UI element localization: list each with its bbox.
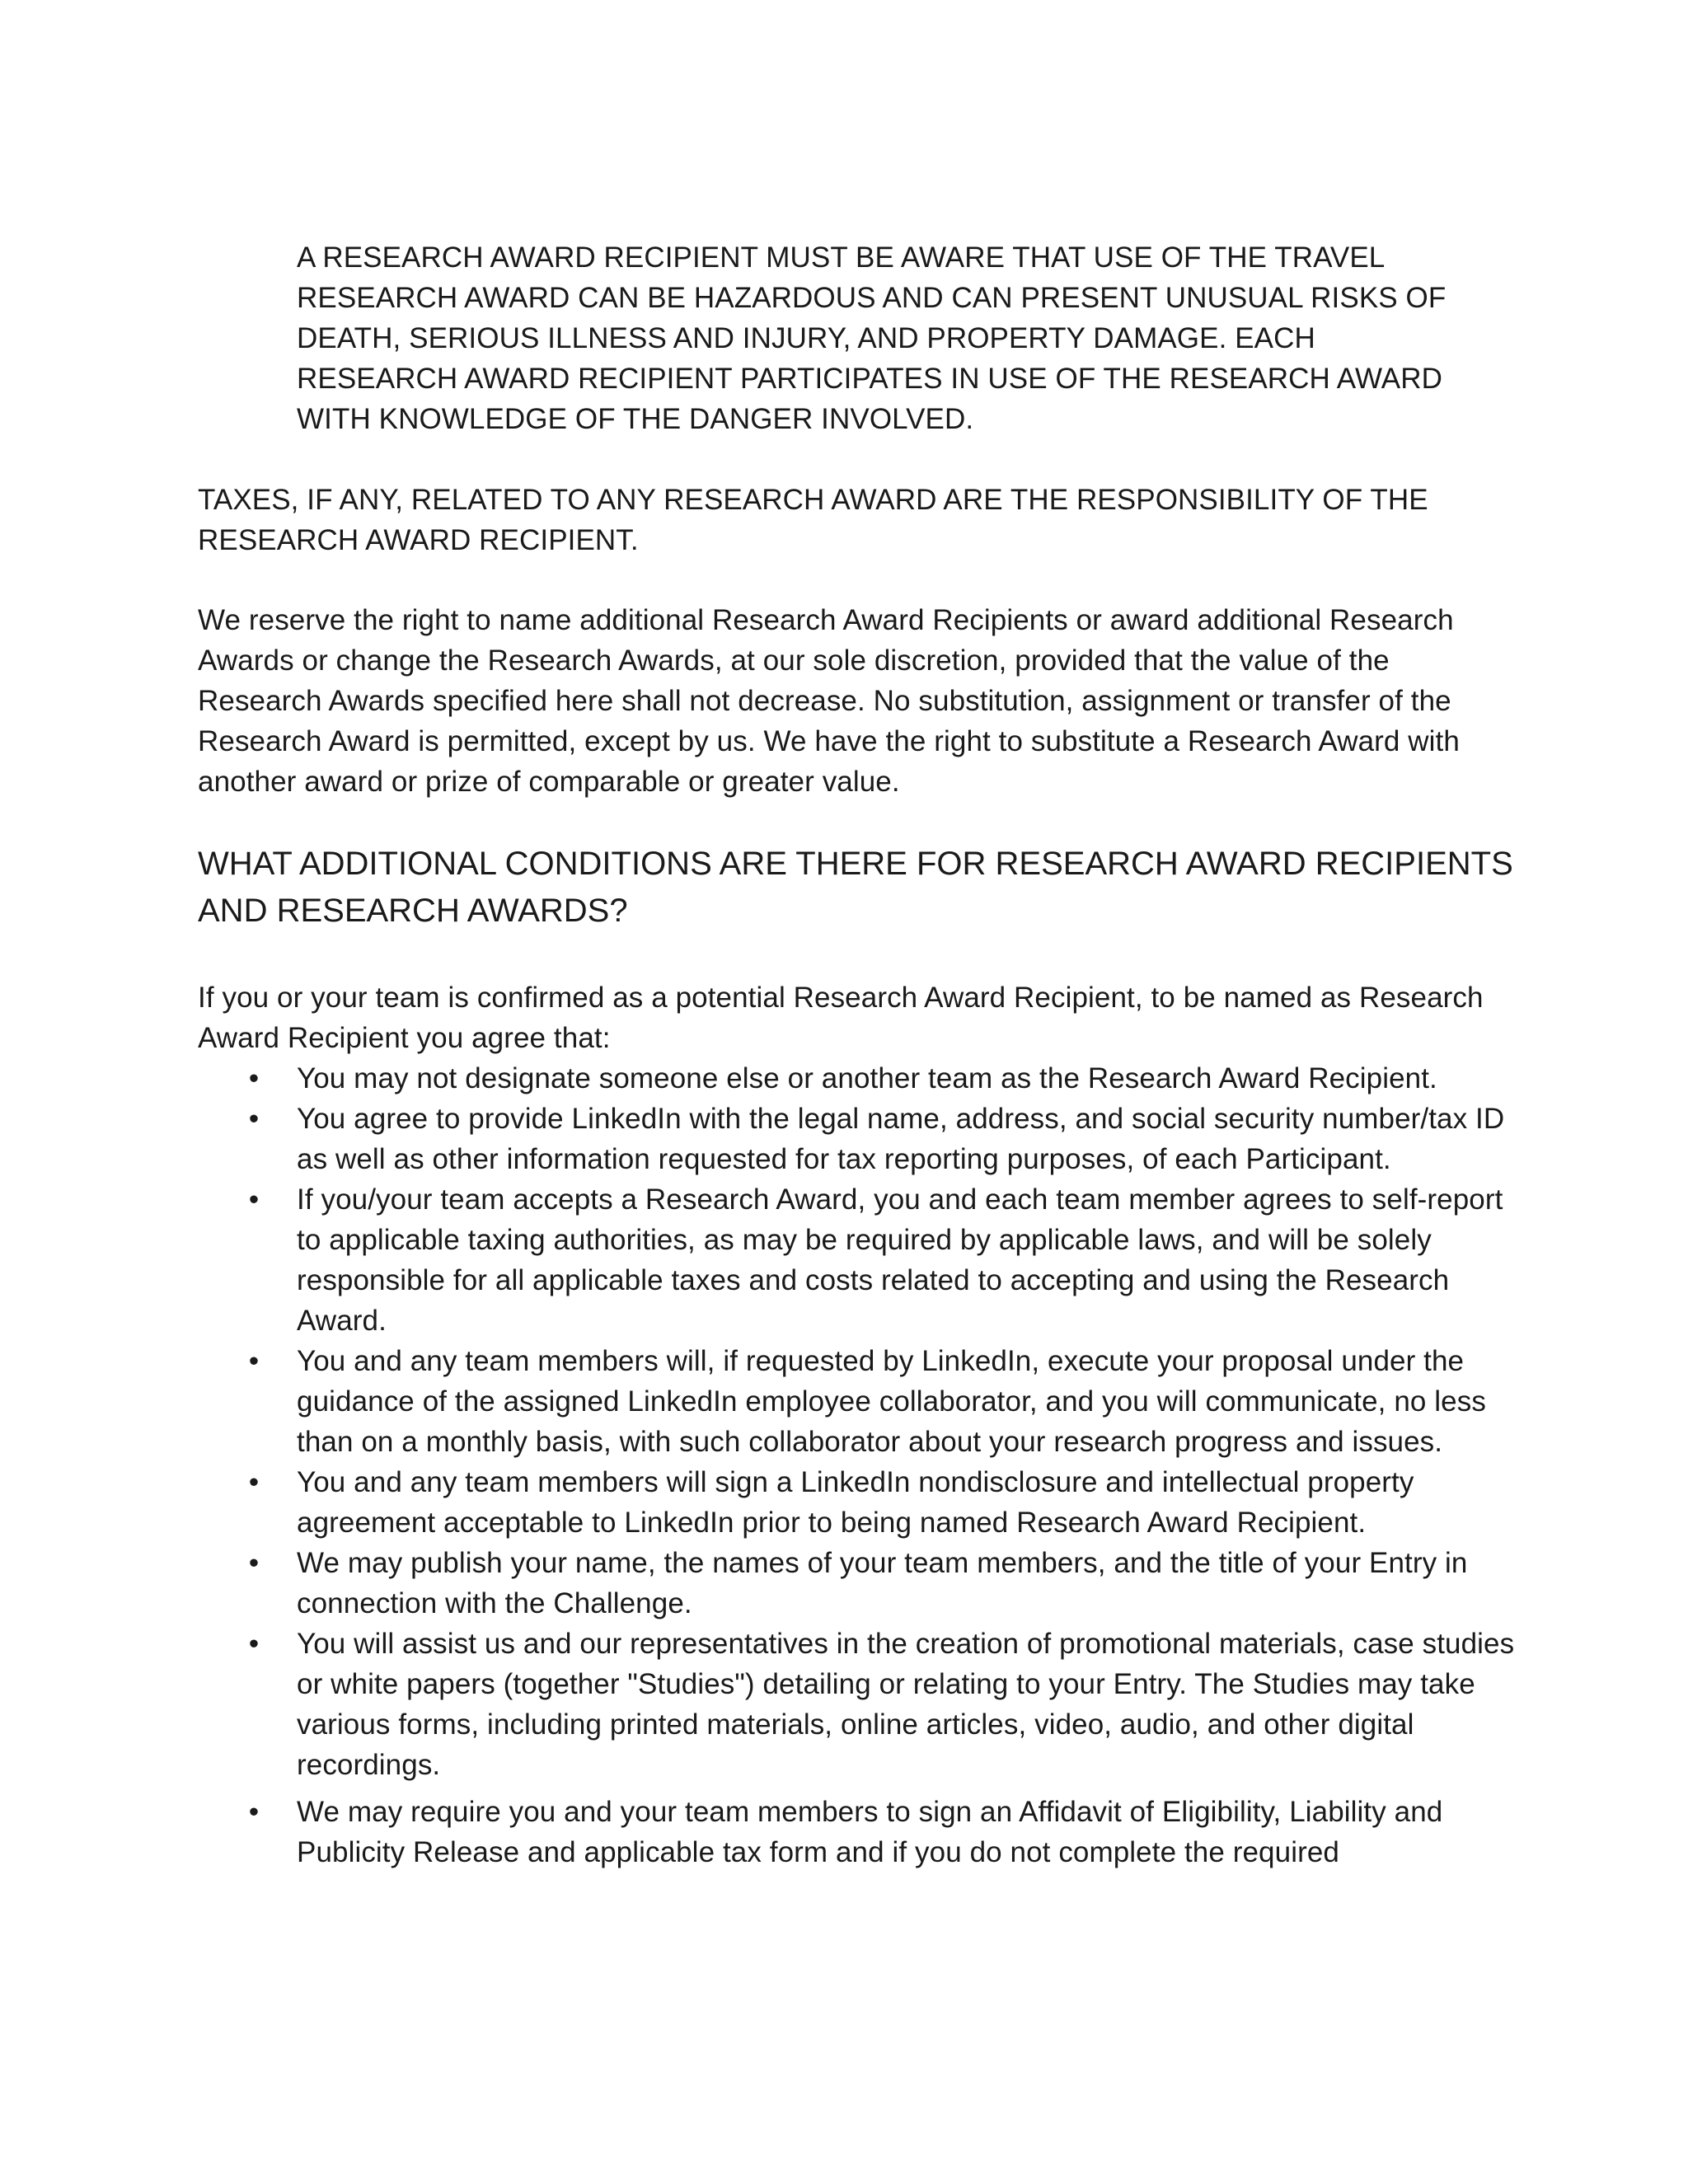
list-item [198, 1341, 1517, 1462]
list-item [198, 1099, 1517, 1179]
list-item [198, 1058, 1517, 1099]
list-item-text: We may require you and your team members to sign an Affidavit of Eligibility, Liability and Publicity Release and applicable tax form and if you do not complete the required [297, 1796, 1443, 1868]
bullet-icon: • [248, 1183, 260, 1216]
list-item [198, 1179, 1517, 1341]
list-item [198, 1624, 1517, 1785]
taxes-paragraph: TAXES, IF ANY, RELATED TO ANY RESEARCH AWARD ARE THE RESPONSIBILITY OF THE RESEARCH AWARD RECIPIENT. [198, 484, 1428, 556]
list-item-text: You and any team members will sign a LinkedIn nondisclosure and intellectual property agreement acceptable to LinkedIn prior to being named Research Award Recipient. [297, 1466, 1414, 1539]
bullet-icon: • [248, 1103, 260, 1135]
bullet-icon: • [248, 1547, 260, 1579]
list-item [198, 1792, 1517, 1872]
bullet-icon: • [248, 1796, 260, 1828]
list-item-text: If you/your team accepts a Research Award, you and each team member agrees to self-report to applicable taxing authorities, as may be required by applicable laws, and will be solely responsible for all applicable taxes and costs related to accepting and using the Research Award. [297, 1183, 1503, 1337]
bullet-icon: • [248, 1628, 260, 1660]
intro-paragraph: If you or your team is confirmed as a potential Research Award Recipient, to be named as Research Award Recipient you agree that: [198, 982, 1484, 1054]
bullet-icon: • [248, 1062, 260, 1094]
reserve-rights-paragraph: We reserve the right to name additional Research Award Recipients or award additional Research Awards or change the Research Awards, at our sole discretion, provided that the value of the Research Awards specified here shall not decrease. No substitution, assignment or transfer of the Research Award is permitted, except by us. We have the right to substitute a Research Award with another award or prize of comparable or greater value. [198, 604, 1460, 798]
warning-paragraph: A RESEARCH AWARD RECIPIENT MUST BE AWARE THAT USE OF THE TRAVEL RESEARCH AWARD CAN BE HAZARDOUS AND CAN PRESENT UNUSUAL RISKS OF DEATH, SERIOUS ILLNESS AND INJURY, AND PROPERTY DAMAGE. EACH RESEARCH AWARD RECIPIENT PARTICIPATES IN USE OF THE RESEARCH AWARD WITH KNOWLEDGE OF THE DANGER INVOLVED. [297, 241, 1447, 435]
section-heading: WHAT ADDITIONAL CONDITIONS ARE THERE FOR RESEARCH AWARD RECIPIENTS AND RESEARCH AWARDS? [198, 846, 1513, 929]
list-item-text: We may publish your name, the names of your team members, and the title of your Entry in connection with the Challenge. [297, 1547, 1468, 1619]
bullet-icon: • [248, 1466, 260, 1498]
list-item-text: You will assist us and our representatives in the creation of promotional materials, case studies or white papers (together "Studies") detailing or relating to your Entry. The Studies may take various forms, including printed materials, online articles, video, audio, and other digital recordings. [297, 1628, 1515, 1781]
conditions-list [198, 1058, 1517, 1872]
list-item-text: You agree to provide LinkedIn with the legal name, address, and social security number/tax ID as well as other information requested for tax reporting purposes, of each Participant. [297, 1103, 1505, 1175]
bullet-icon: • [248, 1345, 260, 1377]
list-item-text: You may not designate someone else or another team as the Research Award Recipient. [297, 1062, 1437, 1094]
list-item [198, 1543, 1517, 1624]
list-item-text: You and any team members will, if requested by LinkedIn, execute your proposal under the guidance of the assigned LinkedIn employee collaborator, and you will communicate, no less than on a monthly basis, with such collaborator about your research progress and issues. [297, 1345, 1486, 1458]
list-item [198, 1462, 1517, 1543]
